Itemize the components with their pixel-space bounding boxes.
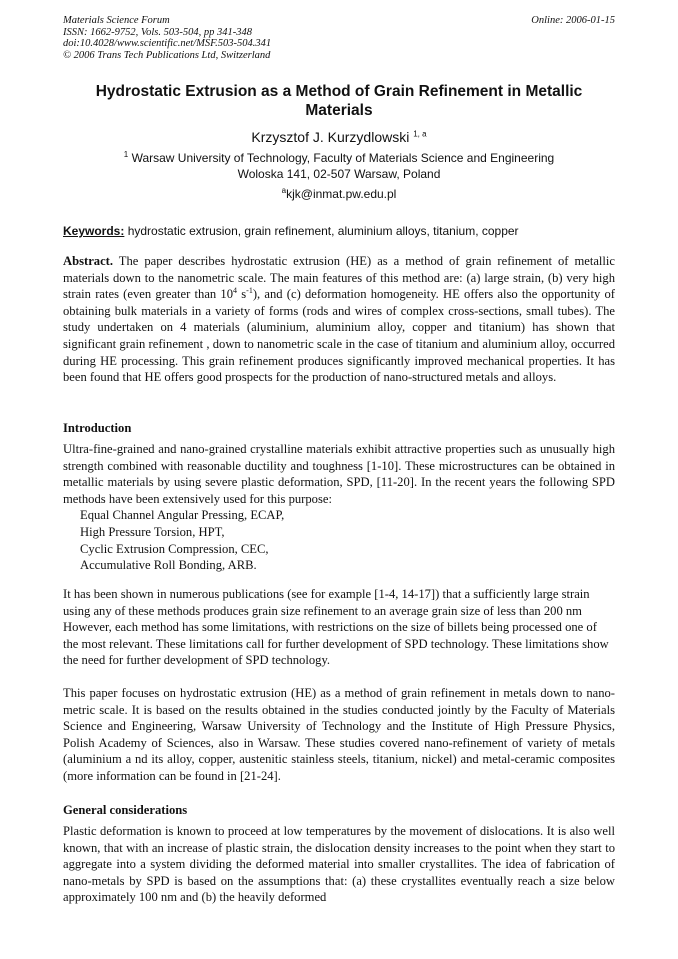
affiliation-line-1: Warsaw University of Technology, Faculty of Materials Science and Engineering <box>131 151 555 165</box>
list-item: Equal Channel Angular Pressing, ECAP, <box>80 508 285 523</box>
affiliation <box>63 150 615 182</box>
email-mark: a <box>281 186 287 195</box>
abstract-text-3: ), and (c) deformation homogeneity. HE offers also the opportunity of obtaining bulk materials in a variety of forms (rods and wires of complex cross-sections, small tubes). The study undertaken on 4 materials (aluminium, aluminium alloy, copper and titanium) has shown that significant grain refinement , down to nanometric scale in the case of titanium and aluminium alloy, occurred during HE processing. This grain refinement produces significantly improved mechanical properties. It has been found that HE offers good prospects for the production of nano-structured metals and alloys. <box>63 287 615 385</box>
keywords-text: hydrostatic extrusion, grain refinement, aluminium alloys, titanium, copper <box>127 224 519 238</box>
keywords-label: Keywords: <box>63 224 125 238</box>
doi-line: doi:10.4028/www.scientific.net/MSF.503-504.341 <box>63 38 272 49</box>
abstract-text-1: The paper describes hydrostatic extrusion (HE) as a method of grain refinement of metallic materials down to the nanometric scale. The main features of this method are: (a) large strain, (b) very high strain rates (even greater than 10 <box>63 254 616 302</box>
affiliation-mark: 1 <box>123 150 129 159</box>
author-email <box>63 186 615 202</box>
introduction-heading: Introduction <box>63 421 132 435</box>
journal-name: Materials Science Forum <box>63 15 170 26</box>
author-affiliation-mark: 1, a <box>413 129 427 139</box>
abstract <box>63 253 615 386</box>
issn-line: ISSN: 1662-9752, Vols. 503-504, pp 341-348 <box>63 26 252 38</box>
author-name: Krzysztof J. Kurzydlowski <box>251 129 410 145</box>
abstract-label: Abstract. <box>63 254 114 268</box>
abstract-sup-2: -1 <box>246 286 253 295</box>
author-line <box>63 128 615 146</box>
list-item: High Pressure Torsion, HPT, <box>80 524 225 539</box>
abstract-text-2: s <box>237 287 247 302</box>
copyright-line: © 2006 Trans Tech Publications Ltd, Switzerland <box>63 49 271 61</box>
introduction-paragraph-3: This paper focuses on hydrostatic extrusion (HE) as a method of grain refinement in metals down to nano-metric scale. It is based on the results obtained in the studies conducted jointly by the Faculty of Materials Science and Engineering, Warsaw University of Technology and the Institute of High Pressure Physics, Polish Academy of Sciences, also in Warsaw. These studies covered nano-refinement of variety of metals (aluminium a nd its alloy, copper, austenitic stainless steels, titanium, nickel) and metal-ceramic composites (more information can be found in [21-24]. <box>63 686 615 783</box>
list-item: Cyclic Extrusion Compression, CEC, <box>80 541 269 556</box>
introduction-paragraph-1 <box>63 441 615 574</box>
journal-header <box>63 15 271 61</box>
list-item: Accumulative Roll Bonding, ARB. <box>80 558 257 573</box>
email-address: kjk@inmat.pw.edu.pl <box>286 187 397 201</box>
paper-title: Hydrostatic Extrusion as a Method of Grain Refinement in Metallic Materials <box>95 83 583 119</box>
abstract-sup-1: 4 <box>233 286 238 295</box>
intro-text-1: Ultra-fine-grained and nano-grained crystalline materials exhibit attractive properties such as unusually high strength combined with reasonable ductility and toughness [1-10]. These microstructures can be obtained in metallic materials by using severe plastic deformation, SPD, [11-20]. In the recent years the following SPD methods have been extensively used for this purpose: <box>63 442 615 506</box>
general-considerations-paragraph: Plastic deformation is known to proceed at low temperatures by the movement of dislocations. It is also well known, that with an increase of plastic strain, the dislocation density increases to the point when they start to aggregate into a system dividing the deformed material into smaller crystallites. The idea of fabrication of nano-metals by SPD is based on the assumptions that: (a) these crystallites eventually reach a size below approximately 100 nm and (b) the heavily deformed <box>63 824 615 905</box>
online-date: Online: 2006-01-15 <box>531 15 615 26</box>
introduction-paragraph-2: It has been shown in numerous publications (see for example [1-4, 14-17]) that a sufficiently large strain using any of these methods produces grain size refinement to an average grain size of less than 200 nm However, each method has some limitations, with restrictions on the size of billets being processed one of the most relevant. These limitations call for further development of SPD technology. These limitations show the need for further development of SPD technology. <box>63 587 609 668</box>
spd-methods-list <box>63 507 615 573</box>
general-considerations-heading: General considerations <box>63 803 188 817</box>
affiliation-line-2: Woloska 141, 02-507 Warsaw, Poland <box>237 167 441 181</box>
keywords <box>63 223 615 239</box>
